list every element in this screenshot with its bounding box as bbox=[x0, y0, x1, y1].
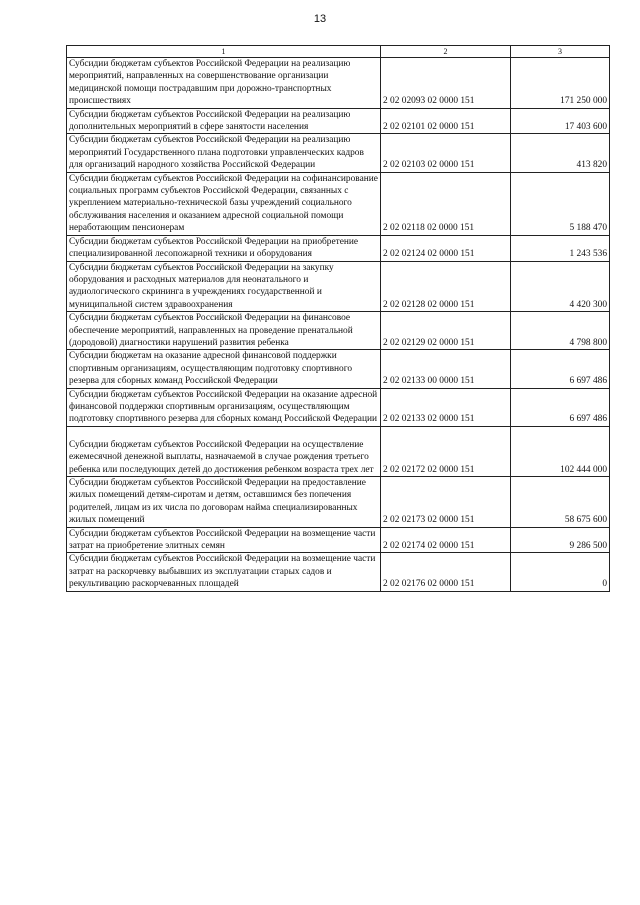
row-name-cell bbox=[67, 58, 381, 109]
table-row bbox=[67, 235, 610, 261]
row-code-cell: 2 02 02173 02 0000 151 bbox=[381, 477, 511, 528]
table-row bbox=[67, 350, 610, 388]
row-code-cell: 2 02 02133 00 0000 151 bbox=[381, 350, 511, 388]
table-row bbox=[67, 477, 610, 528]
table-row bbox=[67, 134, 610, 172]
row-amount-cell: 58 675 600 bbox=[511, 477, 610, 528]
row-amount-cell: 171 250 000 bbox=[511, 58, 610, 109]
row-amount-cell: 6 697 486 bbox=[511, 350, 610, 388]
row-name-cell bbox=[67, 108, 381, 134]
row-name-cell bbox=[67, 350, 381, 388]
table-row bbox=[67, 58, 610, 109]
row-code-cell: 2 02 02128 02 0000 151 bbox=[381, 261, 511, 312]
row-name-text: Субсидии бюджетам субъектов Российской Федерации на реализацию мероприятий, направленных на совершенствование организации медицинской помощи пострадавшим при дорожно-транспортных происшествиях bbox=[69, 59, 351, 107]
column-header-code: 2 bbox=[381, 46, 511, 58]
row-amount-cell: 1 243 536 bbox=[511, 235, 610, 261]
row-top-gap bbox=[69, 427, 378, 439]
row-name-cell bbox=[67, 235, 381, 261]
table-row bbox=[67, 172, 610, 235]
row-name-cell bbox=[67, 477, 381, 528]
row-code-cell: 2 02 02103 02 0000 151 bbox=[381, 134, 511, 172]
row-name-cell bbox=[67, 388, 381, 426]
row-amount-cell: 6 697 486 bbox=[511, 388, 610, 426]
column-header-amount: 3 bbox=[511, 46, 610, 58]
row-amount-cell: 0 bbox=[511, 553, 610, 591]
table-header-row bbox=[67, 46, 610, 58]
row-code-cell: 2 02 02118 02 0000 151 bbox=[381, 172, 511, 235]
row-name-cell bbox=[67, 172, 381, 235]
row-name-text: Субсидии бюджетам субъектов Российской Федерации на закупку оборудования и расходных материалов для неонатального и аудиологического скрининга в учреждениях государственной и муниципальной систем здравоохранения bbox=[69, 262, 334, 310]
row-amount-cell: 413 820 bbox=[511, 134, 610, 172]
row-name-text: Субсидии бюджетам субъектов Российской Федерации на финансовое обеспечение мероприятий, направленных на проведение пренатальной (дородовой) диагностики нарушений развития ребенка bbox=[69, 313, 353, 348]
table-row bbox=[67, 527, 610, 553]
row-code-cell: 2 02 02129 02 0000 151 bbox=[381, 312, 511, 350]
table-row bbox=[67, 553, 610, 591]
row-name-cell bbox=[67, 312, 381, 350]
row-name-text: Субсидии бюджетам субъектов Российской Федерации на возмещение части затрат на приобретение элитных семян bbox=[69, 528, 376, 552]
row-code-cell: 2 02 02174 02 0000 151 bbox=[381, 527, 511, 553]
row-name-text: Субсидии бюджетам субъектов Российской Федерации на реализацию мероприятий Государственного плана подготовки управленческих кадров для организаций народного хозяйства Российской Федерации bbox=[69, 135, 364, 171]
row-name-text: Субсидии бюджетам субъектов Российской Федерации на предоставление жилых помещений детям-сиротам и детям, оставшимся без попечения родителей, лицам из их числа по договорам найма специализированных жилых помещений bbox=[69, 478, 366, 526]
row-code-cell: 2 02 02124 02 0000 151 bbox=[381, 235, 511, 261]
row-amount-cell: 9 286 500 bbox=[511, 527, 610, 553]
row-name-text: Субсидии бюджетам субъектов Российской Федерации на реализацию дополнительных мероприятий в сфере занятости населения bbox=[69, 109, 351, 133]
row-name-cell bbox=[67, 426, 381, 476]
row-code-cell: 2 02 02176 02 0000 151 bbox=[381, 553, 511, 591]
row-amount-cell: 17 403 600 bbox=[511, 108, 610, 134]
table-row bbox=[67, 261, 610, 312]
row-amount-cell: 4 420 300 bbox=[511, 261, 610, 312]
column-header-name: 1 bbox=[67, 46, 381, 58]
row-code-cell: 2 02 02133 02 0000 151 bbox=[381, 388, 511, 426]
row-code-cell: 2 02 02101 02 0000 151 bbox=[381, 108, 511, 134]
row-name-text: Субсидии бюджетам субъектов Российской Федерации на оказание адресной финансовой поддержки спортивным организациям, осуществляющим подготовку спортивного резерва для сборных команд Российской Федерации bbox=[69, 389, 378, 425]
table-row bbox=[67, 108, 610, 134]
row-name-text: Субсидии бюджетам субъектов Российской Федерации на осуществление ежемесячной денежной выплаты, назначаемой в случае рождения третьего ребенка или последующих детей до достижения ребенком возраста трех лет bbox=[69, 439, 374, 475]
row-amount-cell: 4 798 800 bbox=[511, 312, 610, 350]
row-name-cell bbox=[67, 553, 381, 591]
row-amount-cell: 102 444 000 bbox=[511, 426, 610, 476]
budget-subsidies-table bbox=[66, 45, 610, 592]
row-code-cell: 2 02 02093 02 0000 151 bbox=[381, 58, 511, 109]
row-name-cell bbox=[67, 134, 381, 172]
page-number: 13 bbox=[313, 13, 327, 25]
row-name-cell bbox=[67, 261, 381, 312]
row-amount-cell: 5 188 470 bbox=[511, 172, 610, 235]
row-name-text: Субсидии бюджетам на оказание адресной финансовой поддержки спортивным организациям, осуществляющим подготовку спортивного резерва для сборных команд Российской Федерации bbox=[69, 351, 353, 387]
table-row bbox=[67, 312, 610, 350]
row-name-text: Субсидии бюджетам субъектов Российской Федерации на возмещение части затрат на раскорчевку выбывших из эксплуатации старых садов и рекультивацию раскорчеванных площадей bbox=[69, 554, 376, 590]
row-name-cell bbox=[67, 527, 381, 553]
row-name-text: Субсидии бюджетам субъектов Российской Федерации на софинансирование социальных программ субъектов Российской Федерации, связанных с укреплением материально-технической базы учреждений социального обслуживания населения и оказанием адресной социальной помощи неработающим пенсионерам bbox=[69, 173, 378, 234]
row-code-cell: 2 02 02172 02 0000 151 bbox=[381, 426, 511, 476]
table-row bbox=[67, 426, 610, 476]
table-row bbox=[67, 388, 610, 426]
row-name-text: Субсидии бюджетам субъектов Российской Федерации на приобретение специализированной лесопожарной техники и оборудования bbox=[69, 236, 359, 260]
